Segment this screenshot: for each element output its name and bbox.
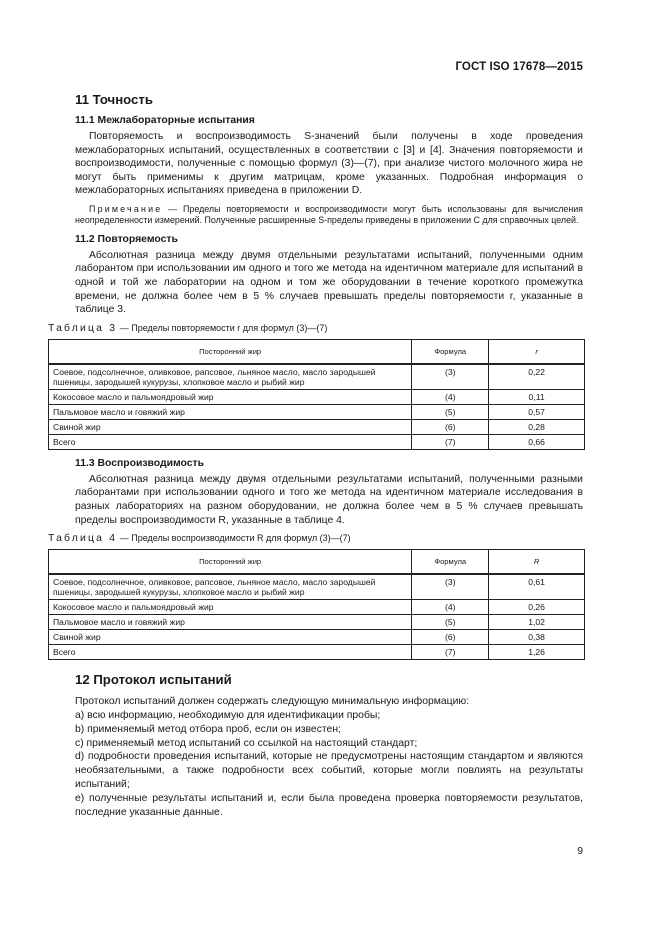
subsection-11-1-title: 11.1 Межлабораторные испытания [75,115,255,126]
table-cell: 0,28 [489,419,585,434]
table-cell: 0,66 [489,434,585,449]
note-label: Примечание [89,203,163,214]
table-cell: (5) [412,615,489,630]
table-cell: 0,57 [489,404,585,419]
table-cell: (3) [412,364,489,390]
table-cell: 1,26 [489,645,585,660]
list-item: b) применяемый метод отбора проб, если он известен; [75,723,341,735]
table-row [49,404,585,419]
table-row [49,434,585,449]
table-row [49,574,585,600]
table-row [49,389,585,404]
subsection-11-1-paragraph: Повторяемость и воспроизводимость S-значений были получены в ходе проведения межлабораторных испытаний, осуществленных в соответствии с [3] и [4]. Значения повторяемости и воспроизводимости, полученные с помощью формул (3)—(7), при анализе чистого молочного жира не могут быть применимы к другим матрицам, кроме указанных. Подробная информация о межлабораторных испытаниях приведена в приложении D. [75,131,583,197]
subsection-11-2-title: 11.2 Повторяемость [75,233,178,245]
table-cell: Пальмовое масло и говяжий жир [49,404,412,419]
table-4-caption [48,533,583,544]
list-item: d) подробности проведения испытаний, которые не предусмотрены настоящим стандартом и являются необязательными, а также подробности всех событий, которые могли повлиять на результаты испытаний; [75,751,583,790]
list-item: а) всю информацию, необходимую для идентификации пробы; [75,709,381,721]
table-cell: Всего [49,434,412,449]
table-cell: (7) [412,434,489,449]
section-11-title: 11 Точность [75,92,153,107]
page-number: 9 [577,846,583,857]
table-cell: Соевое, подсолнечное, оливковое, рапсовое, льняное масло, масло зародышей пшеницы, зародышей кукурузы, хлопковое масло и рыбий жир [49,574,412,600]
column-header: Формула [412,339,489,364]
table-cell: 0,26 [489,600,585,615]
table-cell: Свиной жир [49,419,412,434]
column-header: R [489,550,585,575]
column-header: r [489,339,585,364]
table-cell: (3) [412,574,489,600]
table-3-label: Таблица 3 [48,322,118,334]
list-item: e) полученные результаты испытаний и, если была проведена проверка повторяемости результатов, последние указанные данные. [75,792,583,818]
table-3-caption [48,323,583,334]
standard-header: ГОСТ ISO 17678—2015 [455,61,583,73]
table-4-caption-text: — Пределы воспроизводимости R для формул (3)—(7) [117,533,351,544]
subsection-11-3-paragraph: Абсолютная разница между двумя отдельными результатами испытаний, полученными разными лаборантами при использовании одного и того же метода на идентичном материале исследования в разных лабораториях на разном оборудовании, не должна более чем в 5 % случаев превышать пределы воспроизводимости R, указанные в таблице 4. [75,473,583,526]
note-text: — Пределы повторяемости и воспроизводимости могут быть использованы для вычисления неопределенности измерений. Полученные расширенные S-пределы приведены в приложении С для справочных целей. [75,203,583,226]
list-item: c) применяемый метод испытаний со ссылкой на настоящий стандарт; [75,737,418,749]
column-header: Посторонний жир [49,339,412,364]
table-cell: 1,02 [489,615,585,630]
table-cell: 0,11 [489,389,585,404]
table-4 [48,549,585,660]
table-row [49,419,585,434]
section-12-title: 12 Протокол испытаний [75,672,232,688]
table-4-label: Таблица 4 [48,533,118,545]
table-cell: (4) [412,389,489,404]
table-cell: Кокосовое масло и пальмоядровый жир [49,600,412,615]
table-header-row [49,550,585,575]
table-cell: Пальмовое масло и говяжий жир [49,615,412,630]
table-cell: 0,61 [489,574,585,600]
column-header: Формула [412,550,489,575]
table-row [49,645,585,660]
table-row [49,600,585,615]
subsection-11-3-title: 11.3 Воспроизводимость [75,457,205,469]
table-cell: Соевое, подсолнечное, оливковое, рапсовое, льняное масло, масло зародышей пшеницы, зародышей кукурузы, хлопковое масло и рыбий жир [49,364,412,390]
table-cell: Свиной жир [49,630,412,645]
report-requirements-list [75,695,583,819]
table-cell: Кокосовое масло и пальмоядровый жир [49,389,412,404]
table-cell: (6) [412,419,489,434]
table-cell: Всего [49,645,412,660]
page-content [48,92,583,819]
note-paragraph [75,204,583,227]
table-header-row [49,339,585,364]
table-cell: 0,38 [489,630,585,645]
table-row [49,630,585,645]
column-header: Посторонний жир [49,550,412,575]
table-cell: (6) [412,630,489,645]
table-cell: (7) [412,645,489,660]
table-cell: (5) [412,404,489,419]
table-cell: 0,22 [489,364,585,390]
table-3-caption-text: — Пределы повторяемости r для формул (3)—(7) [117,322,328,333]
table-cell: (4) [412,600,489,615]
table-row [49,364,585,390]
table-3 [48,339,585,450]
table-row [49,615,585,630]
subsection-11-2-paragraph: Абсолютная разница между двумя отдельными результатами испытаний, полученными одним лаборантом при использовании им одного и того же метода на идентичном материале для испытаний в одной и той же лаборатории на одном и том же оборудовании в течение короткого промежутка времени, не должна более чем в 5 % случаев превышать пределы повторяемости r, указанные в таблице 3. [75,249,583,316]
list-intro: Протокол испытаний должен содержать следующую минимальную информацию: [75,696,470,708]
